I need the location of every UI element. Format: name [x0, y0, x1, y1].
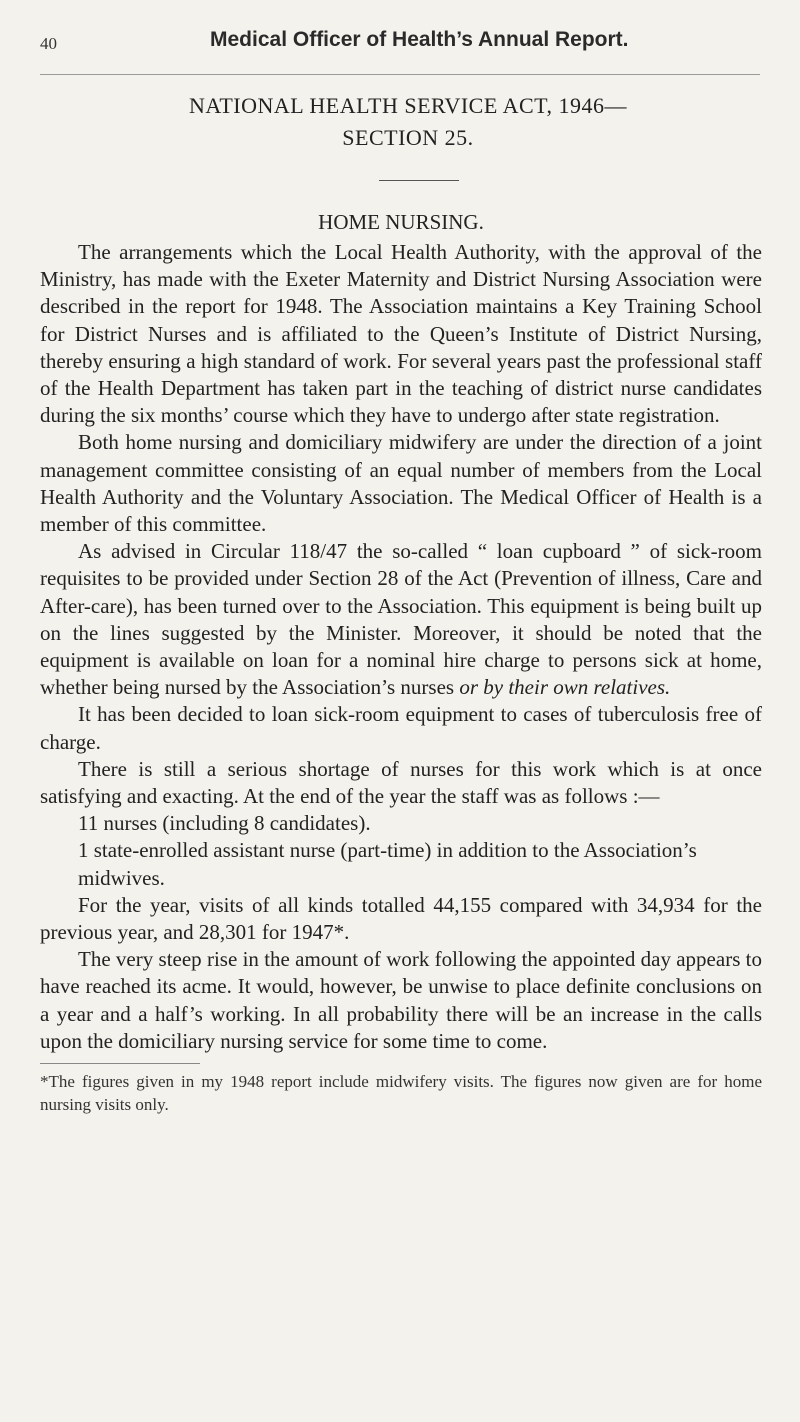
- staff-item-nurses: 11 nurses (including 8 candidates).: [78, 811, 371, 836]
- act-title-line2: SECTION 25.: [342, 125, 474, 150]
- section-heading: HOME NURSING.: [318, 210, 484, 234]
- paragraph-visits: For the year, visits of all kinds totalled 44,155 compared with 34,934 for the previous year, and 28,301 for 1947*.: [40, 892, 762, 945]
- page-number: 40: [40, 34, 57, 53]
- paragraph-shortage: There is still a serious shortage of nurses for this work which is at once satisfying and exacting. At the end of the year the staff was as follows :—: [40, 756, 762, 809]
- act-title-line1: NATIONAL HEALTH SERVICE ACT, 1946—: [189, 93, 627, 118]
- footnote-rule: [40, 1063, 200, 1064]
- running-title: Medical Officer of Health’s Annual Report.: [210, 28, 629, 51]
- loan-cupboard-italic: or by their own relatives.: [459, 675, 671, 700]
- title-divider: [379, 180, 459, 181]
- paragraph-loan-cupboard: [40, 538, 762, 701]
- loan-cupboard-text: As advised in Circular 118/47 the so-called “ loan cupboard ” of sick-room requisites to be provided under Section 28 of the Act (Prevention of illness, Care and After-care), has been turned over to the Association. This equipment is being built up on the lines suggested by the Minister. Moreover, it should be noted that the equipment is available on loan for a nominal hire charge to persons sick at home, whether being nursed by the Association’s nurses: [40, 539, 762, 700]
- paragraph-tuberculosis: It has been decided to loan sick-room equipment to cases of tuberculosis free of charge.: [40, 702, 762, 754]
- paragraph-management: Both home nursing and domiciliary midwifery are under the direction of a joint management committee consisting of an equal number of members from the Local Health Authority and the Voluntary Association. The Medical Officer of Health is a member of this committee.: [40, 430, 762, 537]
- running-header: [40, 28, 760, 64]
- paragraph-arrangements: The arrangements which the Local Health Authority, with the approval of the Ministry, has made with the Exeter Maternity and District Nursing Association were described in the report for 1948. The Association maintains a Key Training School for District Nurses and is affiliated to the Queen’s Institute of District Nursing, thereby ensuring a high standard of work. For several years past the professional staff of the Health Department has taken part in the teaching of district nurse candidates during the six months’ course which they have to undergo after state registration.: [40, 240, 762, 428]
- staff-item-assistant: 1 state-enrolled assistant nurse (part-time) in addition to the Association’s midwives.: [78, 838, 697, 890]
- footnote: *The figures given in my 1948 report include midwifery visits. The figures now given are for home nursing visits only.: [40, 1072, 762, 1115]
- header-rule: [40, 74, 760, 75]
- page-content: [40, 90, 762, 1116]
- paragraph-workload: The very steep rise in the amount of work following the appointed day appears to have reached its acme. It would, however, be unwise to place definite conclusions on a year and a half’s working. In all probability there will be an increase in the calls upon the domiciliary nursing service for some time to come.: [40, 947, 762, 1053]
